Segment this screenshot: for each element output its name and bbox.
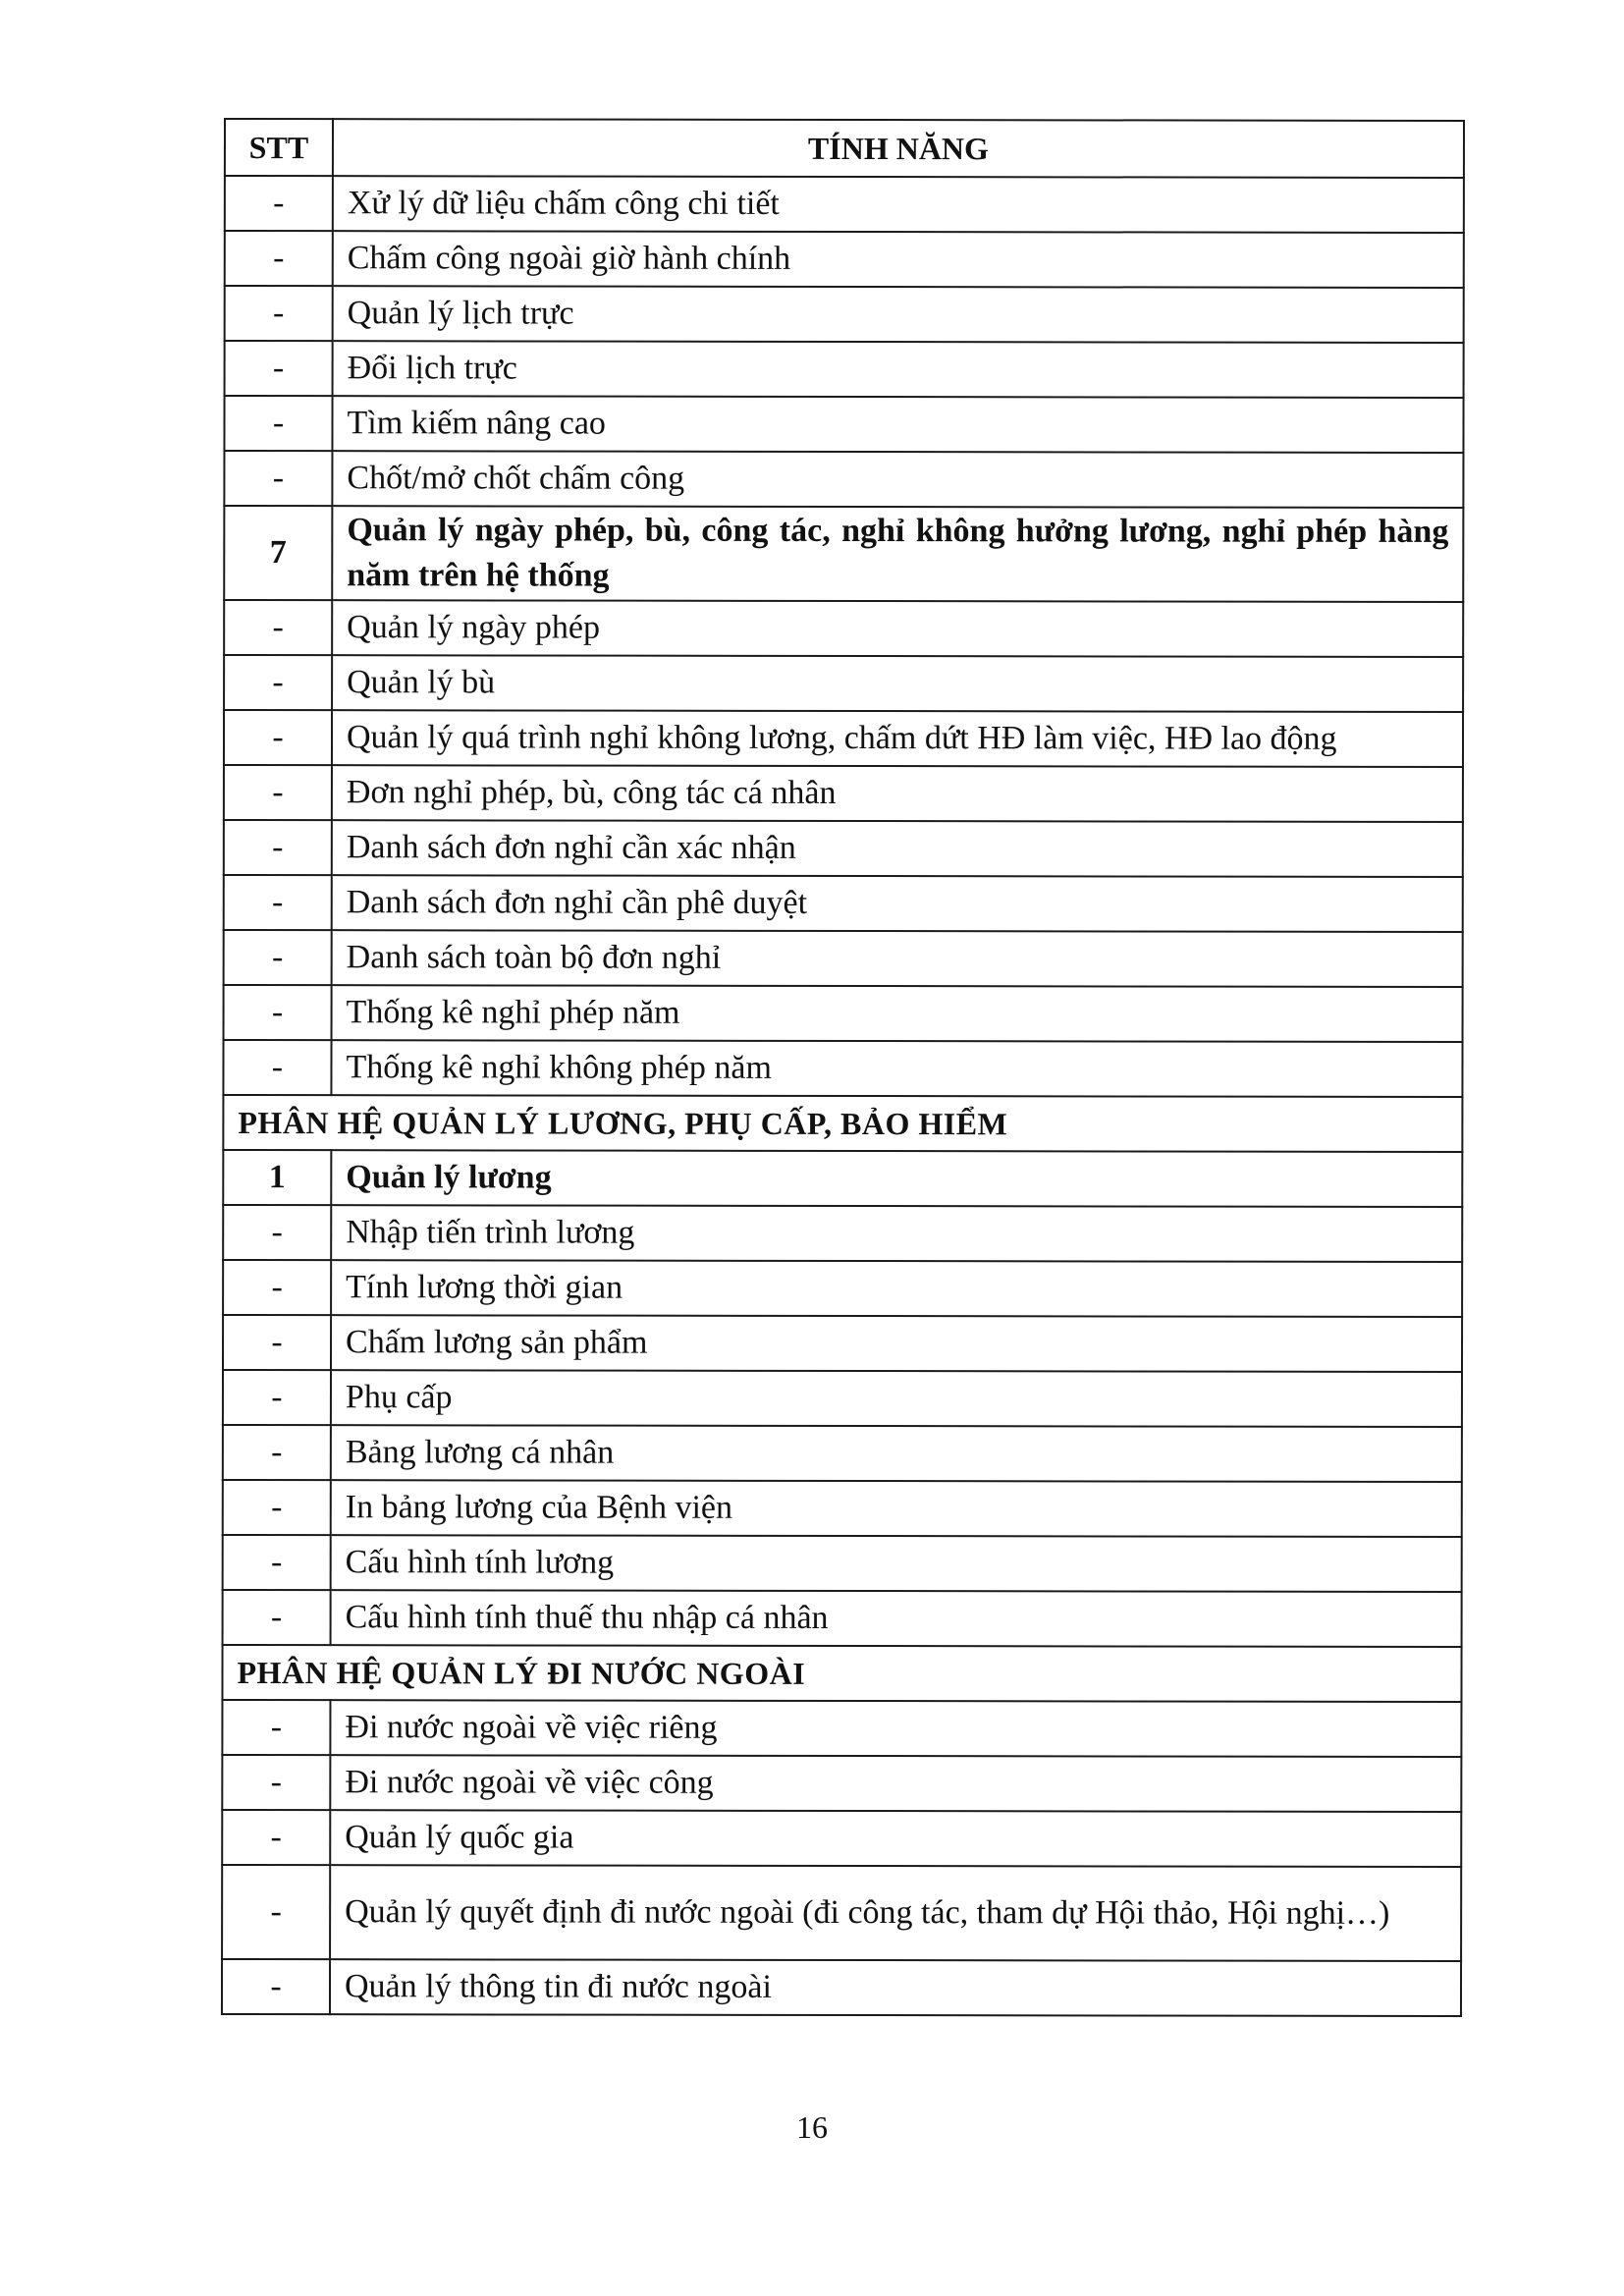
table-row [224, 710, 1463, 767]
row-stt: - [223, 1425, 331, 1480]
table-row [223, 1370, 1462, 1427]
row-feature: Tính lương thời gian [331, 1260, 1462, 1317]
row-feature: Quản lý thông tin đi nước ngoài [330, 1959, 1461, 2016]
group-title: Quản lý lương [331, 1150, 1462, 1207]
table-row [224, 451, 1463, 508]
row-feature: Danh sách đơn nghỉ cần xác nhận [332, 820, 1463, 877]
row-stt: - [223, 1535, 331, 1590]
table-row [225, 341, 1464, 398]
row-feature: Quản lý quốc gia [330, 1810, 1461, 1867]
header-stt: STT [225, 119, 333, 176]
row-feature: In bảng lương của Bệnh viện [331, 1480, 1462, 1537]
table-row [223, 1535, 1462, 1592]
row-feature: Đơn nghỉ phép, bù, công tác cá nhân [332, 765, 1463, 822]
table-row [223, 1205, 1462, 1262]
row-feature: Quản lý lịch trực [333, 286, 1464, 343]
table-row [224, 765, 1463, 822]
row-stt: - [225, 231, 333, 286]
row-stt: - [224, 930, 332, 985]
table-row [225, 176, 1464, 233]
row-feature: Thống kê nghỉ không phép năm [331, 1040, 1462, 1097]
row-feature: Quản lý bù [332, 655, 1463, 712]
row-feature: Cấu hình tính thuế thu nhập cá nhân [331, 1590, 1462, 1647]
table-body [222, 176, 1464, 2016]
header-feature: TÍNH NĂNG [333, 119, 1464, 178]
page-number: 16 [796, 2109, 828, 2145]
table-row [222, 1865, 1461, 1961]
row-stt: - [224, 396, 332, 451]
table-row [224, 600, 1463, 657]
row-feature: Nhập tiến trình lương [331, 1205, 1462, 1262]
row-stt: - [222, 1700, 330, 1755]
section-row [223, 1095, 1462, 1152]
row-feature: Phụ cấp [331, 1370, 1462, 1427]
row-feature: Quản lý quá trình nghỉ không lương, chấm dứt HĐ làm việc, HĐ lao động [332, 710, 1463, 767]
row-stt: - [222, 1959, 330, 2014]
table-row [225, 231, 1464, 288]
group-number: 7 [224, 506, 332, 600]
row-stt: - [224, 600, 332, 655]
section-row [222, 1645, 1461, 1702]
table-row [223, 1590, 1462, 1647]
table-row [224, 985, 1463, 1042]
table-row [222, 1810, 1461, 1867]
table-header-row [225, 119, 1464, 178]
table-row [223, 1260, 1462, 1317]
table-row [224, 875, 1463, 932]
table-row [224, 655, 1463, 712]
row-feature: Xử lý dữ liệu chấm công chi tiết [333, 176, 1464, 233]
row-stt: - [224, 451, 332, 506]
row-stt: - [224, 710, 332, 765]
row-stt: - [223, 1315, 331, 1370]
row-feature: Chốt/mở chốt chấm công [332, 451, 1463, 508]
feature-table [221, 118, 1465, 2017]
table-row [223, 1425, 1462, 1482]
group-row [223, 1150, 1462, 1207]
table-row [224, 930, 1463, 987]
row-stt: - [223, 1260, 331, 1315]
row-feature: Danh sách toàn bộ đơn nghỉ [332, 930, 1463, 987]
row-stt: - [224, 820, 332, 875]
row-feature: Chấm công ngoài giờ hành chính [333, 231, 1464, 288]
row-stt: - [224, 875, 332, 930]
row-feature: Quản lý quyết định đi nước ngoài (đi công tác, tham dự Hội thảo, Hội nghị…) [330, 1865, 1461, 1961]
row-stt: - [223, 1205, 331, 1260]
row-stt: - [225, 176, 333, 231]
table-row [223, 1040, 1462, 1097]
row-feature: Chấm lương sản phẩm [331, 1315, 1462, 1372]
group-number: 1 [223, 1150, 331, 1205]
section-title: PHÂN HỆ QUẢN LÝ ĐI NƯỚC NGOÀI [222, 1645, 1461, 1702]
row-stt: - [223, 1040, 331, 1095]
row-feature: Danh sách đơn nghỉ cần phê duyệt [332, 875, 1463, 932]
row-stt: - [224, 655, 332, 710]
row-stt: - [223, 1370, 331, 1425]
table-row [222, 1755, 1461, 1812]
row-feature: Đi nước ngoài về việc riêng [330, 1700, 1461, 1757]
row-stt: - [223, 1590, 331, 1645]
table-row [222, 1700, 1461, 1757]
table-row [222, 1959, 1461, 2016]
row-feature: Đi nước ngoài về việc công [330, 1755, 1461, 1812]
row-stt: - [225, 341, 333, 396]
row-stt: - [225, 286, 333, 341]
row-stt: - [222, 1810, 330, 1865]
table-row [224, 820, 1463, 877]
row-stt: - [222, 1755, 330, 1810]
table-row [225, 286, 1464, 343]
row-stt: - [223, 1480, 331, 1535]
row-feature: Quản lý ngày phép [332, 600, 1463, 657]
group-row [224, 506, 1463, 602]
row-feature: Cấu hình tính lương [331, 1535, 1462, 1592]
row-stt: - [224, 765, 332, 820]
row-stt: - [224, 985, 332, 1040]
group-title: Quản lý ngày phép, bù, công tác, nghỉ không hưởng lương, nghỉ phép hàng năm trên hệ thống [332, 506, 1463, 602]
row-feature: Thống kê nghỉ phép năm [332, 985, 1463, 1042]
section-title: PHÂN HỆ QUẢN LÝ LƯƠNG, PHỤ CẤP, BẢO HIỂM [223, 1095, 1462, 1152]
row-stt: - [222, 1865, 330, 1959]
row-feature: Bảng lương cá nhân [331, 1425, 1462, 1482]
table-row [223, 1480, 1462, 1537]
table-row [223, 1315, 1462, 1372]
row-feature: Tìm kiếm nâng cao [332, 396, 1463, 453]
row-feature: Đổi lịch trực [333, 341, 1464, 398]
table-row [224, 396, 1463, 453]
